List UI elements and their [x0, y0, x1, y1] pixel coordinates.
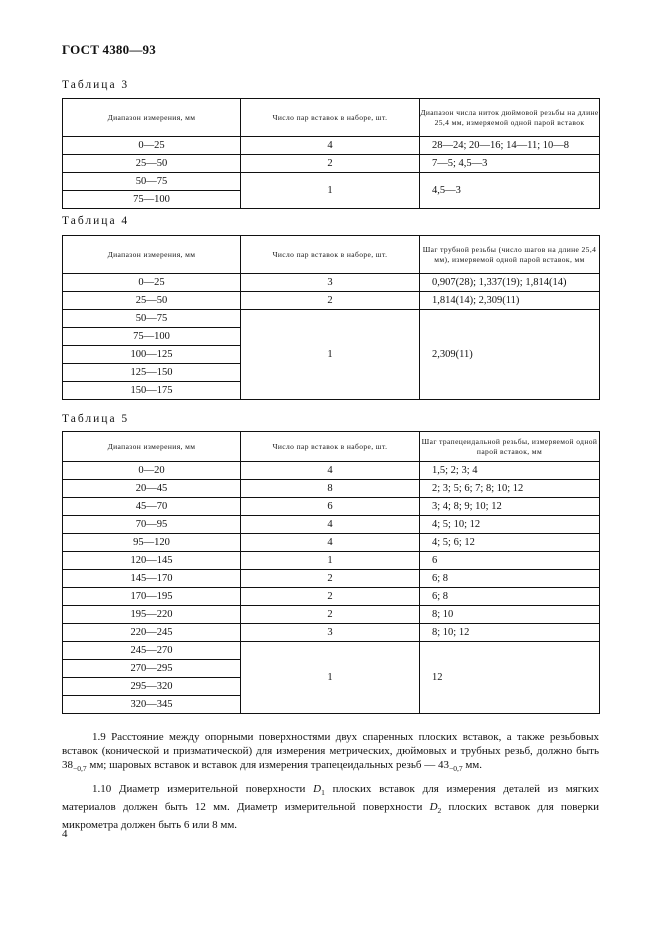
pairs-cell: 1 — [241, 642, 420, 714]
range-cell: 150—175 — [63, 382, 241, 400]
pairs-cell: 2 — [241, 570, 420, 588]
value-cell: 28—24; 20—16; 14—11; 10—8 — [420, 137, 600, 155]
range-cell: 295—320 — [63, 678, 241, 696]
range-cell: 95—120 — [63, 534, 241, 552]
pairs-cell: 1 — [241, 310, 420, 400]
value-cell: 0,907(28); 1,337(19); 1,814(14) — [420, 274, 600, 292]
pairs-cell: 4 — [241, 137, 420, 155]
para110-d2: D — [429, 801, 438, 814]
range-cell: 75—100 — [63, 191, 241, 209]
table-row — [63, 310, 600, 328]
table5-header-value: Шаг трапецеидальной резьбы, измеряемой одной парой вставок, мм — [420, 432, 600, 462]
range-cell: 0—25 — [63, 274, 241, 292]
range-cell: 50—75 — [63, 310, 241, 328]
value-cell: 6 — [420, 552, 600, 570]
document-header: ГОСТ 4380—93 — [62, 42, 156, 57]
para19-tolerance2: −0,7 — [448, 764, 463, 774]
pairs-cell: 4 — [241, 516, 420, 534]
range-cell: 20—45 — [63, 480, 241, 498]
value-cell: 8; 10; 12 — [420, 624, 600, 642]
table-row — [63, 462, 600, 480]
value-cell: 6; 8 — [420, 588, 600, 606]
table3-header-pairs: Число пар вставок в наборе, шт. — [241, 99, 420, 137]
value-cell: 2,309(11) — [420, 310, 600, 400]
value-cell: 6; 8 — [420, 570, 600, 588]
para19-text3: мм. — [462, 759, 483, 771]
range-cell: 195—220 — [63, 606, 241, 624]
table-row — [63, 534, 600, 552]
range-cell: 145—170 — [63, 570, 241, 588]
para110-text3: плоских вставок для поверки микрометра должен быть 6 или 8 мм. — [62, 801, 599, 832]
range-cell: 0—25 — [63, 137, 241, 155]
pairs-cell: 8 — [241, 480, 420, 498]
pairs-cell: 6 — [241, 498, 420, 516]
value-cell: 2; 3; 5; 6; 7; 8; 10; 12 — [420, 480, 600, 498]
para110-d2-sub: 2 — [437, 806, 442, 816]
paragraph-1-10 — [62, 782, 599, 832]
table-row — [63, 552, 600, 570]
value-cell: 1,814(14); 2,309(11) — [420, 292, 600, 310]
table-row — [63, 173, 600, 191]
value-cell: 7—5; 4,5—3 — [420, 155, 600, 173]
table3 — [62, 98, 600, 209]
table5-header-range: Диапазон измерения, мм — [63, 432, 241, 462]
pairs-cell: 4 — [241, 534, 420, 552]
table-row — [63, 570, 600, 588]
range-cell: 50—75 — [63, 173, 241, 191]
table4-header-range: Диапазон измерения, мм — [63, 236, 241, 274]
range-cell: 25—50 — [63, 155, 241, 173]
pairs-cell: 2 — [241, 588, 420, 606]
pairs-cell: 2 — [241, 606, 420, 624]
value-cell: 1,5; 2; 3; 4 — [420, 462, 600, 480]
pairs-cell: 2 — [241, 155, 420, 173]
table-row — [63, 606, 600, 624]
table4-header-value: Шаг трубной резьбы (число шагов на длине 25,4 мм), измеряемой одной парой вставок, мм — [420, 236, 600, 274]
pairs-cell: 3 — [241, 274, 420, 292]
pairs-cell: 1 — [241, 173, 420, 209]
table4-header-pairs: Число пар вставок в наборе, шт. — [241, 236, 420, 274]
value-cell: 8; 10 — [420, 606, 600, 624]
table5-header-pairs: Число пар вставок в наборе, шт. — [241, 432, 420, 462]
range-cell: 170—195 — [63, 588, 241, 606]
paragraph-1-9 — [62, 730, 599, 776]
para110-text1: 1.10 Диаметр измерительной поверхности — [92, 783, 314, 795]
range-cell: 45—70 — [63, 498, 241, 516]
table-row — [63, 624, 600, 642]
page-number: 4 — [62, 828, 68, 840]
table-row — [63, 516, 600, 534]
para19-text2: мм; шаровых вставок и вставок для измерения трапецеидальных резьб — 43 — [86, 759, 449, 771]
table5-caption: Таблица 5 — [62, 413, 130, 425]
table-row — [63, 274, 600, 292]
value-cell: 4; 5; 6; 12 — [420, 534, 600, 552]
range-cell: 25—50 — [63, 292, 241, 310]
table-row — [63, 498, 600, 516]
para110-d1-sub: 1 — [321, 788, 325, 798]
pairs-cell: 4 — [241, 462, 420, 480]
pairs-cell: 2 — [241, 292, 420, 310]
range-cell: 0—20 — [63, 462, 241, 480]
table-row — [63, 480, 600, 498]
para110-d1: D — [313, 783, 322, 795]
range-cell: 220—245 — [63, 624, 241, 642]
table3-caption: Таблица 3 — [62, 79, 130, 91]
range-cell: 125—150 — [63, 364, 241, 382]
value-cell: 3; 4; 8; 9; 10; 12 — [420, 498, 600, 516]
range-cell: 70—95 — [63, 516, 241, 534]
para19-tolerance1: −0,7 — [73, 764, 87, 774]
value-cell: 4; 5; 10; 12 — [420, 516, 600, 534]
table-row — [63, 292, 600, 310]
table4-caption: Таблица 4 — [62, 215, 130, 227]
table3-header-range: Диапазон измерения, мм — [63, 99, 241, 137]
table-row — [63, 155, 600, 173]
table3-header-value: Диапазон числа ниток дюймовой резьбы на длине 25,4 мм, измеряемой одной парой вставок — [420, 99, 600, 137]
para19-text1: 1.9 Расстояние между опорными поверхностями двух спаренных плоских вставок, а также резьбовых вставок (конической и призматической) для измерения метрических, дюймовых и трубных резьб, должно быть 38 — [62, 731, 599, 771]
range-cell: 75—100 — [63, 328, 241, 346]
range-cell: 100—125 — [63, 346, 241, 364]
table-row — [63, 137, 600, 155]
table-row — [63, 642, 600, 660]
para110-text2: плоских вставок для измерения деталей из мягких материалов должен быть 12 мм. Диаметр измерительной поверхности — [62, 783, 599, 814]
pairs-cell: 1 — [241, 552, 420, 570]
table4 — [62, 235, 600, 400]
table-row — [63, 588, 600, 606]
range-cell: 120—145 — [63, 552, 241, 570]
pairs-cell: 3 — [241, 624, 420, 642]
range-cell: 245—270 — [63, 642, 241, 660]
value-cell: 12 — [420, 642, 600, 714]
range-cell: 320—345 — [63, 696, 241, 714]
range-cell: 270—295 — [63, 660, 241, 678]
table5 — [62, 431, 600, 714]
value-cell: 4,5—3 — [420, 173, 600, 209]
